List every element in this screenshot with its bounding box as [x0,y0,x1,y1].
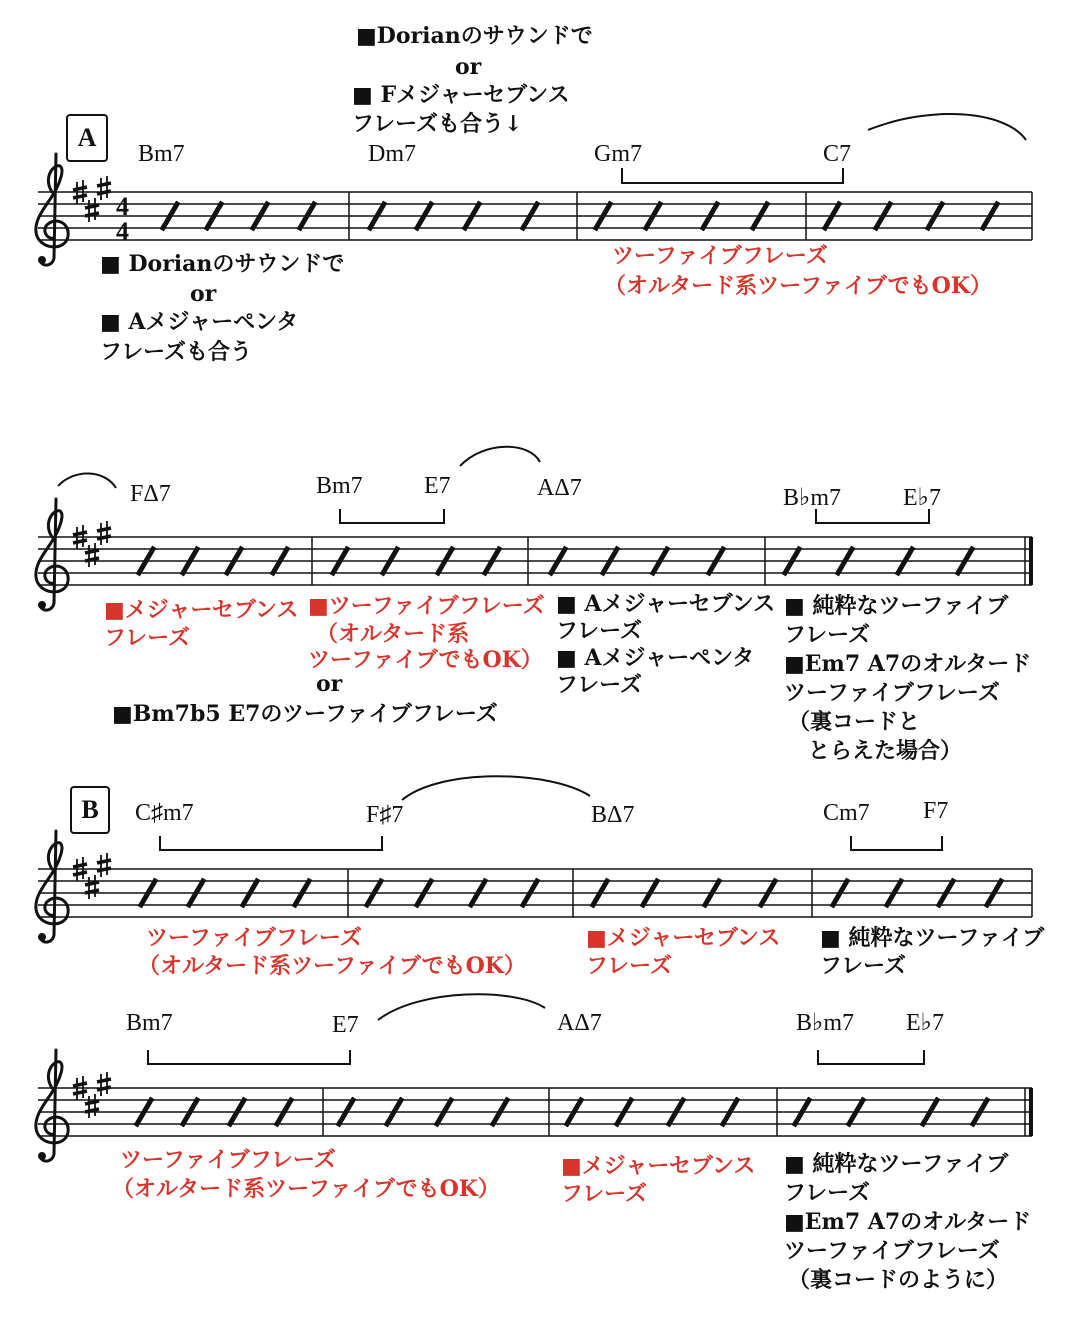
chord-symbol: Bm7 [126,1010,173,1036]
note-line: ■Em7 A7のオルタード [784,651,1032,677]
chord-symbol: AΔ7 [557,1010,602,1036]
chord-symbol: E♭7 [906,1010,944,1036]
note-line: とらえた場合） [808,738,963,764]
note-line: フレーズも合う [100,339,253,365]
note-line: フレーズ [561,1181,648,1207]
note-line: ■ Dorianのサウンドで [100,251,345,277]
chord-symbol: E7 [332,1012,359,1038]
note-line: ツーファイブフレーズ [120,1147,336,1173]
note-line: ツーファイブフレーズ [146,925,362,951]
note-line: （オルタード系ツーファイブでもOK） [604,273,992,299]
note-line: フレーズ [784,622,871,648]
chord-symbol: Dm7 [368,141,416,167]
note-line: ■ Fメジャーセブンス [352,82,570,108]
note-line: （オルタード系ツーファイブでもOK） [138,953,526,979]
time-sig-bottom: 4 [116,217,129,246]
rehearsal-mark-a: A [66,114,108,162]
chord-symbol: AΔ7 [537,475,582,501]
chord-symbol: Bm7 [316,473,363,499]
note-line: フレーズも合う↓ [352,111,523,137]
note-line: ■Em7 A7のオルタード [784,1209,1032,1235]
note-or: or [316,671,343,697]
note-line: ツーファイブでもOK） [308,647,543,673]
note-line: ■ 純粋なツーファイブ [784,593,1009,619]
chord-symbol: F♯7 [366,802,404,828]
note-line: フレーズ [556,672,643,698]
staff-2 [36,447,1033,610]
note-line: （裏コードと [788,709,921,735]
note-line: ツーファイブフレーズ [612,243,828,269]
note-line: フレーズ [104,625,191,651]
note-line: ■ Aメジャーペンタ [556,645,755,671]
time-sig-top: 4 [116,192,129,221]
chord-symbol: FΔ7 [130,481,171,507]
chord-symbol: E♭7 [903,485,941,511]
note-line: ツーファイブフレーズ [784,1238,1000,1264]
chord-symbol: C7 [823,141,852,167]
staff-4 [36,994,1033,1161]
note-line: フレーズ [556,618,643,644]
note-line: ■ 純粋なツーファイブ [784,1151,1009,1177]
note-line: ■Bm7b5 E7のツーファイブフレーズ [112,701,498,727]
note-line: ■メジャーセブンス [586,925,781,951]
chord-symbol: E7 [424,473,451,499]
note-line: ■メジャーセブンス [561,1153,756,1179]
note-line: フレーズ [586,953,673,979]
note-line: ■Dorianのサウンドで [356,23,593,49]
note-line: ■メジャーセブンス [104,597,299,623]
chord-symbol: Bm7 [138,141,185,167]
note-line: （裏コードのように） [788,1267,1009,1293]
chord-symbol: Cm7 [823,800,870,826]
rehearsal-mark-b: B [70,786,110,834]
chord-symbol: F7 [923,798,949,824]
note-line: ツーファイブフレーズ [784,680,1000,706]
note-line: ■ツーファイブフレーズ [308,593,545,619]
note-line: （オルタード系ツーファイブでもOK） [112,1176,500,1202]
note-line: フレーズ [784,1180,871,1206]
chord-symbol: B♭m7 [783,485,841,511]
chord-symbol: BΔ7 [591,802,635,828]
note-line: or [455,54,482,80]
note-line: ■ Aメジャーセブンス [556,591,776,617]
note-line: フレーズ [820,953,907,979]
chord-symbol: Gm7 [594,141,642,167]
note-line: ■ 純粋なツーファイブ [820,925,1045,951]
note-line: ■ Aメジャーペンタ [100,309,299,335]
note-line: （オルタード系 [316,621,470,647]
chord-symbol: C♯m7 [135,800,194,826]
note-line: or [190,281,217,307]
staff-1 [36,114,1032,265]
chord-symbol: B♭m7 [796,1010,854,1036]
